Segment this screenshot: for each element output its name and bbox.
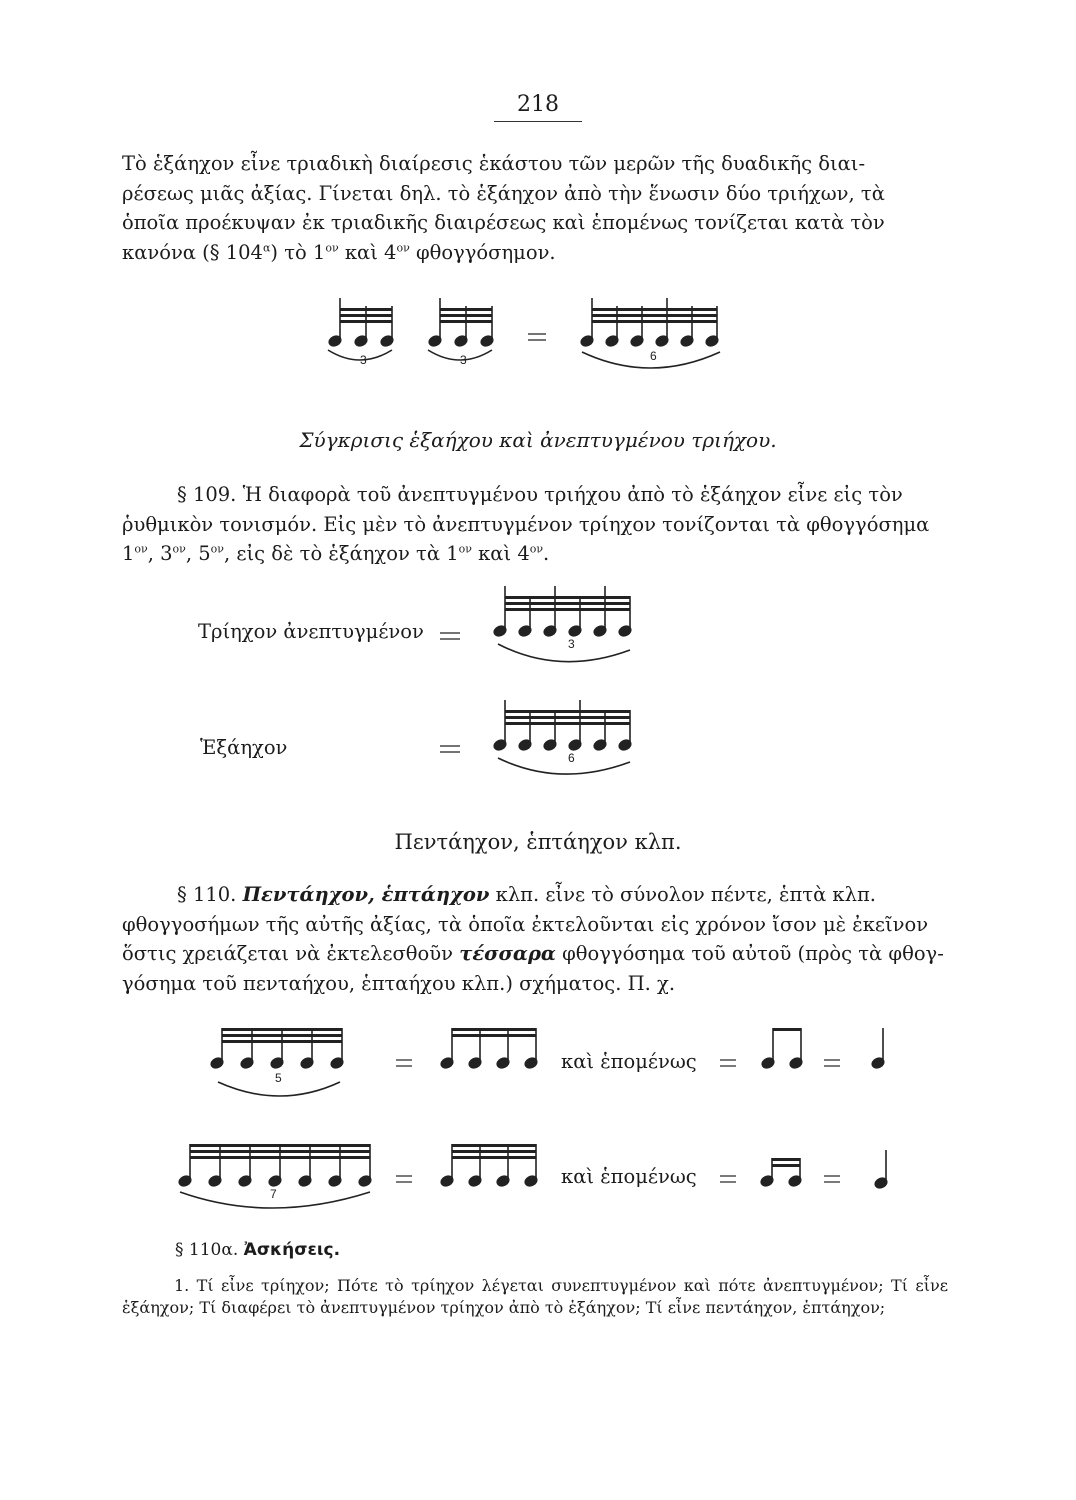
- section-110-line: γόσημα τοῦ πενταήχου, ἑπταήχου κλπ.) σχήματος. Π. χ.: [122, 971, 676, 995]
- section-109-line: $1^{o\nu}$, $3^{o\nu}$, $5^{o\nu}$, εἰς δὲ τὸ ἑξάηχον τὰ $1^{o\nu}$ καὶ $4^{o\nu}$.: [122, 542, 550, 565]
- two-sixteenths-group: [760, 1158, 803, 1188]
- label-sextuplet: Ἑξάηχον: [200, 736, 288, 759]
- intro-line: ὁποῖα προέκυψαν ἐκ τριαδικῆς διαιρέσεως καὶ ἑπομένως τονίζεται κατὰ τὸν: [122, 211, 885, 234]
- triplet-group-2: [428, 298, 495, 360]
- label-developed-triplet: Τρίηχον ἀνεπτυγμένον: [198, 620, 424, 643]
- section-109-line: ῥυθμικὸν τονισμόν. Εἰς μὲν τὸ ἀνεπτυγμένον τρίηχον τονίζονται τὰ φθογγόσημα: [122, 512, 930, 536]
- text-consequently: καὶ ἑπομένως: [561, 1050, 697, 1073]
- sextuplet-number: 6: [650, 349, 657, 363]
- septuplet-number: 7: [270, 1187, 277, 1201]
- section-109: [122, 480, 948, 569]
- page-number-rule: [494, 121, 582, 122]
- page-number: 218: [517, 92, 559, 117]
- intro-line: ρέσεως μιᾶς ἀξίας. Γίνεται δηλ. τὸ ἑξάηχον ἀπὸ τὴν ἕνωσιν δύο τριήχων, τὰ: [122, 181, 885, 205]
- triplet-number: 3: [568, 637, 575, 651]
- sextuplet-number: 6: [568, 751, 575, 765]
- section-109-line: § 109. Ἡ διαφορὰ τοῦ ἀνεπτυγμένου τριήχου ἀπὸ τὸ ἑξάηχον εἶνε εἰς τὸν: [177, 483, 903, 506]
- four-thirtyseconds-group: [440, 1144, 539, 1188]
- caption-comparison: Σύγκρισις ἑξαήχου καὶ ἀνεπτυγμένου τριήχου.: [299, 428, 777, 452]
- figure-septuplet: [170, 1138, 900, 1238]
- text-consequently: καὶ ἑπομένως: [561, 1165, 697, 1188]
- intro-line: κανόνα (§ $104^\alpha$) τὸ $1^{o\nu}$ καὶ $4^{o\nu}$ φθογγόσημον.: [122, 240, 556, 264]
- triplet-group-1: [328, 298, 395, 360]
- two-eighths-group: [761, 1028, 804, 1070]
- section-110-line: φθογγοσήμων τῆς αὐτῆς ἀξίας, τὰ ὁποῖα ἐκτελοῦνται εἰς χρόνον ἴσον μὲ ἐκεῖνον: [122, 912, 929, 936]
- triplet-number: 3: [460, 353, 467, 367]
- quarter-note: [871, 1028, 886, 1070]
- intro-paragraph: [122, 149, 948, 267]
- eighth-note: [874, 1150, 889, 1190]
- developed-triplet-group: [493, 586, 633, 662]
- quintuplet-group: [210, 1028, 345, 1096]
- quintuplet-number: 5: [275, 1071, 282, 1085]
- figure-triplets-equals-sextuplet: [320, 288, 760, 383]
- section-110-line: § 110. Πεντάηχον, ἑπτάηχον κλπ. εἶνε τὸ σύνολον πέντε, ἑπτὰ κλπ.: [177, 883, 876, 906]
- figure-quintuplet: [200, 1020, 900, 1130]
- intro-line: Τὸ ἑξάηχον εἶνε τριαδικὴ διαίρεσις ἑκάστου τῶν μερῶν τῆς δυαδικῆς διαι-: [122, 152, 866, 175]
- four-sixteenths-group: [440, 1028, 539, 1070]
- exercise-item-1: 1. Τί εἶνε τρίηχον; Πότε τὸ τρίηχον λέγεται συνεπτυγμένον καὶ πότε ἀνεπτυγμένον; Τί εἶνε ἑξάηχον; Τί διαφέρει τὸ ἀνεπτυγμένον τρίηχον ἀπὸ τὸ ἑξάηχον; Τί εἶνε πεντάηχον, ἑπτάηχον;: [122, 1276, 948, 1317]
- section-110-line: ὅστις χρειάζεται νὰ ἐκτελεσθοῦν τέσσαρα φθογγόσημα τοῦ αὐτοῦ (πρὸς τὰ φθογ-: [122, 942, 944, 965]
- sextuplet-row-group: [493, 700, 633, 774]
- exercises-heading: § 110α. Ἀσκήσεις.: [175, 1240, 341, 1260]
- heading-quintuplet-septuplet: Πεντάηχον, ἑπτάηχον κλπ.: [394, 830, 682, 854]
- triplet-number: 3: [360, 353, 367, 367]
- section-110: [122, 880, 948, 998]
- figure-triplet-vs-sextuplet: [430, 580, 670, 790]
